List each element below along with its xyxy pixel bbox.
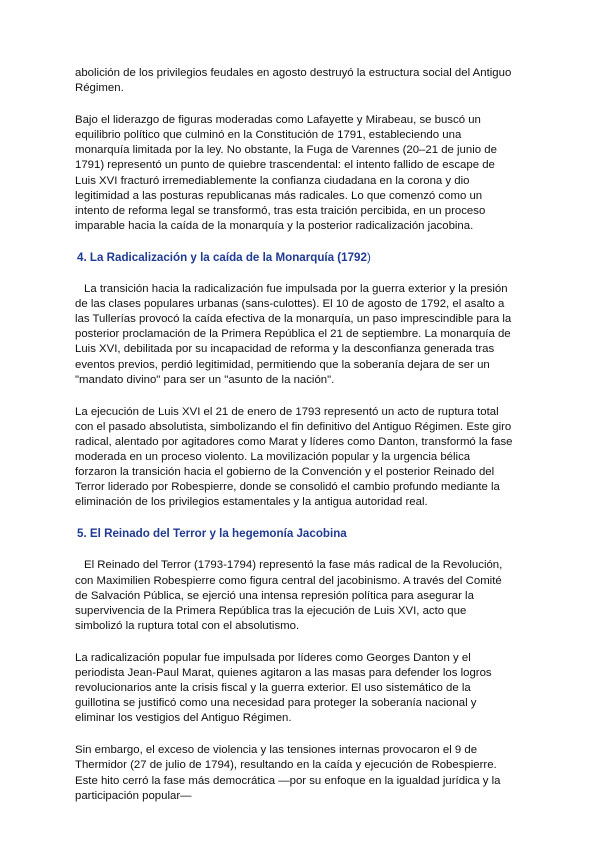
section-heading-5: 5. El Reinado del Terror y la hegemonía Jacobina <box>77 527 347 541</box>
paragraph-reign-of-terror: El Reinado del Terror (1793-1794) representó la fase más radical de la Revolución, con Maximilien Robespierre como figura central del jacobinismo. A través del Comité de Salvación Pública, se ejerció una intensa represión política para asegurar la supervivencia de la Primera República tras la ejecución de Luis XVI, acto que simbolizó la ruptura total con el absolutismo. <box>75 559 503 632</box>
section-heading-4-paren: ) <box>366 250 371 264</box>
section-heading-4 <box>75 250 514 265</box>
paragraph-popular-radicalization: La radicalización popular fue impulsada por líderes como Georges Danton y el periodista Jean-Paul Marat, quienes agitaron a las masas para defender los logros revolucionarios ante la crisis fiscal y la guerra exterior. El uso sistemático de la guillotina se justificó como una necesidad para proteger la soberanía nacional y eliminar los vestigios del Antiguo Régimen. <box>75 651 492 725</box>
paragraph-execution: La ejecución de Luis XVI el 21 de enero de 1793 representó un acto de ruptura total con el pasado absolutista, simbolizando el fin definitivo del Antiguo Régimen. Este giro radical, alentado por agitadores como Marat y líderes como Danton, transformó la fase moderada en un proceso violento. La movilización popular y la urgencia bélica forzaron la transición hacia el gobierno de la Convención y el posterior Reinado del Terror liderado por Robespierre, donde se consolidó el cambio profundo mediante la eliminación de los privilegios estamentales y la antigua autoridad real. <box>75 405 513 509</box>
paragraph-thermidor: Sin embargo, el exceso de violencia y las tensiones internas provocaron el 9 de Thermidor (27 de julio de 1794), resultando en la caída y ejecución de Robespierre. Este hito cerró la fase más democrática —por su enfoque en la igualdad jurídica y la participación popular— <box>75 744 501 802</box>
paragraph-continuation: abolición de los privilegios feudales en agosto destruyó la estructura social del Antiguo Régimen. <box>75 67 512 95</box>
paragraph-transition: La transición hacia la radicalización fue impulsada por la guerra exterior y la presión de las clases populares urbanas (sans-culottes). El 10 de agosto de 1792, el asalto a las Tullerías provocó la caída efectiva de la monarquía, un paso imprescindible para la posterior proclamación de la Primera República el 21 de septiembre. La monarquía de Luis XVI, debilitada por su incapacidad de reforma y la desconfianza generada tras eventos previos, perdió legitimidad, permitiendo que la soberanía dejara de ser un "mandato divino" para ser un "asunto de la nación". <box>75 283 512 386</box>
paragraph-moderate-phase: Bajo el liderazgo de figuras moderadas como Lafayette y Mirabeau, se buscó un equilibrio político que culminó en la Constitución de 1791, estableciendo una monarquía limitada por la ley. No obstante, la Fuga de Varennes (20–21 de junio de 1791) representó un punto de quiebre trascendental: el intento fallido de escape de Luis XVI fracturó irremediablemente la confianza ciudadana en la corona y dio legitimidad a las posturas republicanas más radicales. Lo que comenzó como un intento de reforma legal se transformó, tras esta traición percibida, en un proceso imparable hacia la caída de la monarquía y la posterior radicalización jacobina. <box>75 114 497 232</box>
section-heading-4-text: 4. La Radicalización y la caída de la Monarquía (1792 <box>77 250 367 264</box>
